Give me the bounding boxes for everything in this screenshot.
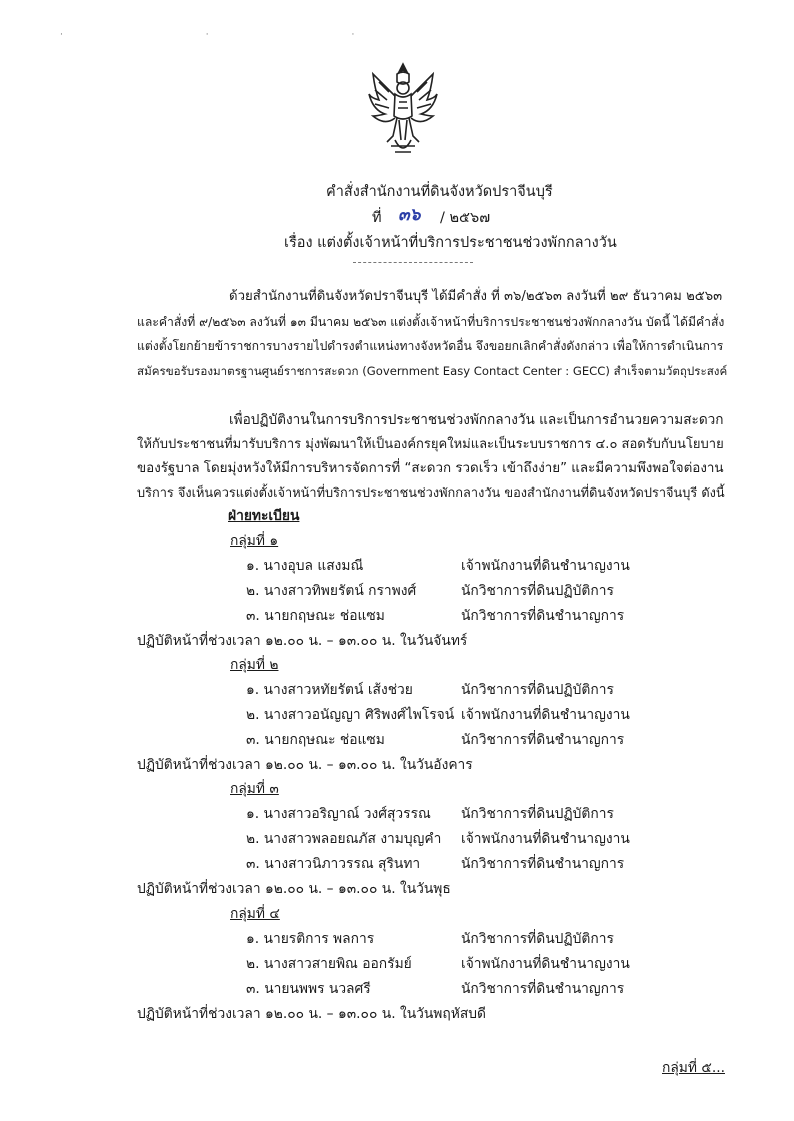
member-position: เจ้าพนักงานที่ดินชำนาญงาน [461,831,630,847]
member-position: นักวิชาการที่ดินชำนาญการ [461,732,625,748]
member-name: ๑. นางสาวอริญาณ์ วงศ์สุวรรณ [246,806,431,822]
member-position: นักวิชาการที่ดินปฏิบัติการ [461,682,614,698]
member-name: ๑. นายรติการ พลการ [246,931,375,947]
member-position: นักวิชาการที่ดินชำนาญการ [461,856,625,872]
member-position: เจ้าพนักงานที่ดินชำนาญงาน [461,956,630,972]
member-position: นักวิชาการที่ดินปฏิบัติการ [461,931,614,947]
group-label: กลุ่มที่ ๒ [230,657,279,673]
header-divider [353,262,473,263]
member-position: เจ้าพนักงานที่ดินชำนาญงาน [461,558,630,574]
paragraph-1 [137,285,727,383]
group-duty: ปฏิบัติหน้าที่ช่วงเวลา ๑๒.๐๐ น. – ๑๓.๐๐ น. ในวันพฤหัสบดี [137,1006,486,1022]
member-position: นักวิชาการที่ดินปฏิบัติการ [461,806,614,822]
group-label: กลุ่มที่ ๓ [230,781,279,797]
group-duty: ปฏิบัติหน้าที่ช่วงเวลา ๑๒.๐๐ น. – ๑๓.๐๐ น. ในวันพุธ [137,881,451,897]
group-duty: ปฏิบัติหน้าที่ช่วงเวลา ๑๒.๐๐ น. – ๑๓.๐๐ น. ในวันจันทร์ [137,633,468,649]
order-number-handwritten: ๓๖ [398,205,421,225]
member-position: นักวิชาการที่ดินชำนาญการ [461,981,625,997]
scan-specks: · · · [60,30,425,40]
member-name: ๒. นางสาวสายพิณ ออกรัมย์ [246,956,412,972]
order-title: คำสั่งสำนักงานที่ดินจังหวัดปราจีนบุรี [326,184,553,200]
paragraph-2-line: เพื่อปฏิบัติงานในการบริการประชาชนช่วงพักกลางวัน และเป็นการอำนวยความสะดวก [229,412,724,428]
group-label: กลุ่มที่ ๑ [230,533,279,549]
group-duty: ปฏิบัติหน้าที่ช่วงเวลา ๑๒.๐๐ น. – ๑๓.๐๐ น. ในวันอังคาร [137,757,473,773]
order-number-prefix: ที่ [372,210,382,226]
member-name: ๑. นางสาวหทัยรัตน์ เส้งช่วย [246,682,413,698]
member-name: ๓. นางสาวนิภาวรรณ สุรินทา [246,856,421,872]
member-name: ๑. นางอุบล แสงมณี [246,558,364,574]
paragraph-2-line: บริการ จึงเห็นควรแต่งตั้งเจ้าหน้าที่บริการประชาชนช่วงพักกลางวัน ของสำนักงานที่ดินจังหวัดปราจีนบุรี ดังนี้ [137,485,725,501]
group-label: กลุ่มที่ ๔ [230,906,280,922]
member-name: ๒. นางสาวพลอยณภัส งามบุญคำ [246,831,442,847]
paragraph-1-line: แต่งตั้งโยกย้ายข้าราชการบางรายไปดำรงตำแหน่งทางจังหวัดอื่น จึงขอยกเลิกคำสั่งดังกล่าว เพื่อให้การดำเนินการ [137,339,724,353]
paragraph-2-line: ของรัฐบาล โดยมุ่งหวังให้มีการบริหารจัดการที่ “สะดวก รวดเร็ว เข้าถึงง่าย” และมีความพึงพอใจต่องาน [137,461,724,476]
order-number-year: / ๒๕๖๗ [440,210,491,226]
member-position: เจ้าพนักงานที่ดินชำนาญงาน [461,707,630,723]
member-position: นักวิชาการที่ดินปฏิบัติการ [461,583,614,599]
member-name: ๓. นายนพพร นวลศรี [246,981,371,997]
paragraph-1-line: สมัครขอรับรองมาตรฐานศูนย์ราชการสะดวก (Government Easy Contact Center : GECC) สำเร็จตามวัตถุประสงค์ [137,363,728,378]
paragraph-2-line: ให้กับประชาชนที่มารับบริการ มุ่งพัฒนาให้เป็นองค์กรยุคใหม่และเป็นระบบราชการ ๔.๐ สอดรับกับนโยบาย [137,436,724,452]
paragraph-2 [137,408,727,506]
member-name: ๓. นายกฤษณะ ช่อแซม [246,608,385,624]
member-name: ๓. นายกฤษณะ ช่อแซม [246,732,385,748]
member-name: ๒. นางสาวอนัญญา ศิริพงศ์ไพโรจน์ [246,707,455,723]
garuda-emblem-icon [365,60,441,160]
section-title: ฝ่ายทะเบียน [228,508,300,524]
member-name: ๒. นางสาวทิพยรัตน์ กราพงศ์ [246,583,417,599]
paragraph-1-line: และคำสั่งที่ ๙/๒๕๖๓ ลงวันที่ ๑๓ มีนาคม ๒๕๖๓ แต่งตั้งเจ้าหน้าที่บริการประชาชนช่วงพักกลางวัน บัดนี้ ได้มีคำสั่ง [137,314,725,329]
member-position: นักวิชาการที่ดินชำนาญการ [461,608,625,624]
continuation-marker: กลุ่มที่ ๕... [662,1060,725,1076]
paragraph-1-line: ด้วยสำนักงานที่ดินจังหวัดปราจีนบุรี ได้มีคำสั่ง ที่ ๓๖/๒๕๖๓ ลงวันที่ ๒๙ ธันวาคม ๒๕๖๓ [229,289,723,304]
order-subject: เรื่อง แต่งตั้งเจ้าหน้าที่บริการประชาชนช่วงพักกลางวัน [284,235,617,251]
